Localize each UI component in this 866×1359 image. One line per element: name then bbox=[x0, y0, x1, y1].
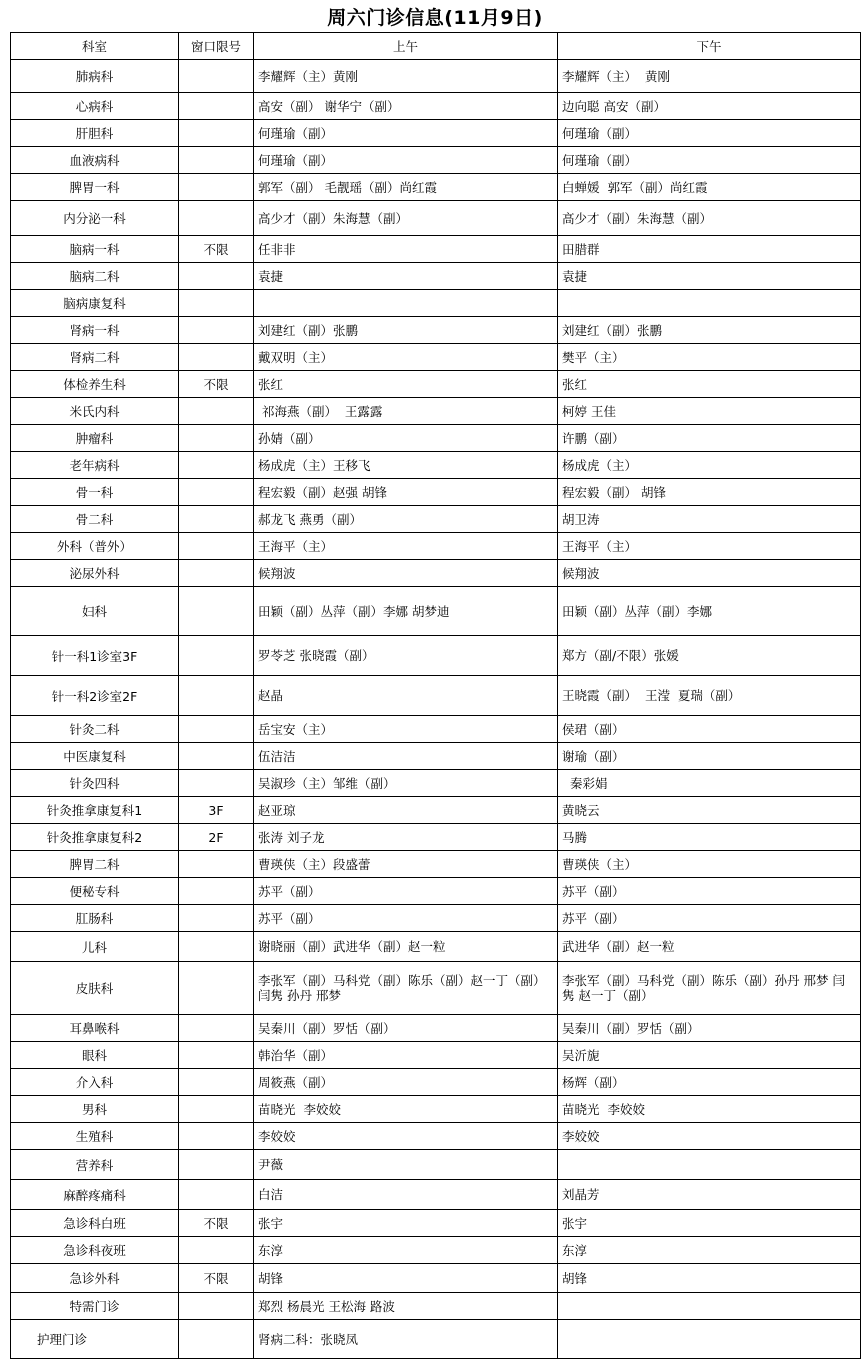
table-row bbox=[11, 1069, 861, 1096]
afternoon-cell: 李耀辉（主） 黄刚 bbox=[558, 60, 861, 93]
table-row bbox=[11, 1042, 861, 1069]
afternoon-cell: 何瑾瑜（副） bbox=[558, 147, 861, 174]
afternoon-cell: 田颖（副）丛萍（副）李娜 bbox=[558, 587, 861, 636]
morning-cell: 苗晓光 李姣姣 bbox=[254, 1096, 558, 1123]
dept-cell: 脑病康复科 bbox=[11, 290, 179, 317]
morning-cell: 周筱燕（副） bbox=[254, 1069, 558, 1096]
table-row bbox=[11, 371, 861, 398]
morning-cell: 韩治华（副） bbox=[254, 1042, 558, 1069]
morning-cell: 田颖（副）丛萍（副）李娜 胡梦迪 bbox=[254, 587, 558, 636]
dept-cell: 肛肠科 bbox=[11, 905, 179, 932]
morning-cell: 苏平（副） bbox=[254, 905, 558, 932]
dept-cell: 肾病一科 bbox=[11, 317, 179, 344]
afternoon-cell: 谢瑜（副） bbox=[558, 743, 861, 770]
schedule-body bbox=[11, 60, 861, 1359]
afternoon-cell: 程宏毅（副） 胡锋 bbox=[558, 479, 861, 506]
table-row bbox=[11, 533, 861, 560]
morning-cell: 吴淑珍（主）邹维（副） bbox=[254, 770, 558, 797]
dept-cell: 针灸推拿康复科2 bbox=[11, 824, 179, 851]
dept-cell: 米氏内科 bbox=[11, 398, 179, 425]
dept-cell: 脾胃二科 bbox=[11, 851, 179, 878]
afternoon-cell: 樊平（主） bbox=[558, 344, 861, 371]
afternoon-cell bbox=[558, 1320, 861, 1359]
table-row bbox=[11, 60, 861, 93]
dept-cell: 肾病二科 bbox=[11, 344, 179, 371]
window-limit-cell bbox=[179, 770, 254, 797]
window-limit-cell bbox=[179, 1180, 254, 1210]
table-row bbox=[11, 587, 861, 636]
window-limit-cell bbox=[179, 676, 254, 716]
morning-cell: 赵亚琼 bbox=[254, 797, 558, 824]
afternoon-cell: 李张军（副）马科党（副）陈乐（副）孙丹 邢梦 闫隽 赵一丁（副） bbox=[558, 962, 861, 1015]
afternoon-cell: 候翔波 bbox=[558, 560, 861, 587]
dept-cell: 外科（普外） bbox=[11, 533, 179, 560]
table-row bbox=[11, 398, 861, 425]
afternoon-cell: 张红 bbox=[558, 371, 861, 398]
morning-cell: 曹瑛侠（主）段盛蕾 bbox=[254, 851, 558, 878]
window-limit-cell bbox=[179, 962, 254, 1015]
dept-cell: 耳鼻喉科 bbox=[11, 1015, 179, 1042]
window-limit-cell bbox=[179, 560, 254, 587]
morning-cell: 张涛 刘子龙 bbox=[254, 824, 558, 851]
table-row bbox=[11, 1096, 861, 1123]
afternoon-cell bbox=[558, 1293, 861, 1320]
afternoon-cell: 白蝉媛 郭军（副）尚红霞 bbox=[558, 174, 861, 201]
afternoon-cell: 胡锋 bbox=[558, 1264, 861, 1293]
window-limit-cell bbox=[179, 60, 254, 93]
dept-cell: 肺病科 bbox=[11, 60, 179, 93]
table-row bbox=[11, 962, 861, 1015]
afternoon-cell: 何瑾瑜（副） bbox=[558, 120, 861, 147]
morning-cell: 袁捷 bbox=[254, 263, 558, 290]
table-row bbox=[11, 479, 861, 506]
afternoon-cell: 东淳 bbox=[558, 1237, 861, 1264]
header-pm: 下午 bbox=[558, 33, 861, 60]
table-row bbox=[11, 878, 861, 905]
window-limit-cell bbox=[179, 533, 254, 560]
table-row bbox=[11, 1180, 861, 1210]
afternoon-cell bbox=[558, 1150, 861, 1180]
dept-cell: 脾胃一科 bbox=[11, 174, 179, 201]
dept-cell: 眼科 bbox=[11, 1042, 179, 1069]
table-row bbox=[11, 93, 861, 120]
window-limit-cell bbox=[179, 479, 254, 506]
dept-cell: 针灸二科 bbox=[11, 716, 179, 743]
table-row bbox=[11, 770, 861, 797]
afternoon-cell: 柯婷 王佳 bbox=[558, 398, 861, 425]
afternoon-cell: 胡卫涛 bbox=[558, 506, 861, 533]
table-row bbox=[11, 1264, 861, 1293]
dept-cell: 生殖科 bbox=[11, 1123, 179, 1150]
window-limit-cell bbox=[179, 506, 254, 533]
dept-cell: 特需门诊 bbox=[11, 1293, 179, 1320]
morning-cell: 高安（副） 谢华宁（副） bbox=[254, 93, 558, 120]
morning-cell: 胡锋 bbox=[254, 1264, 558, 1293]
afternoon-cell: 马腾 bbox=[558, 824, 861, 851]
morning-cell: 尹薇 bbox=[254, 1150, 558, 1180]
window-limit-cell bbox=[179, 1015, 254, 1042]
window-limit-cell bbox=[179, 147, 254, 174]
window-limit-cell: 3F bbox=[179, 797, 254, 824]
dept-cell: 泌尿外科 bbox=[11, 560, 179, 587]
table-row bbox=[11, 290, 861, 317]
morning-cell: 王海平（主） bbox=[254, 533, 558, 560]
afternoon-cell: 苏平（副） bbox=[558, 878, 861, 905]
table-row bbox=[11, 1210, 861, 1237]
dept-cell: 心病科 bbox=[11, 93, 179, 120]
window-limit-cell bbox=[179, 290, 254, 317]
window-limit-cell bbox=[179, 344, 254, 371]
window-limit-cell: 不限 bbox=[179, 236, 254, 263]
table-row bbox=[11, 636, 861, 676]
afternoon-cell: 吴沂旎 bbox=[558, 1042, 861, 1069]
window-limit-cell: 不限 bbox=[179, 371, 254, 398]
dept-cell: 针一科2诊室2F bbox=[11, 676, 179, 716]
morning-cell: 李张军（副）马科党（副）陈乐（副）赵一丁（副）闫隽 孙丹 邢梦 bbox=[254, 962, 558, 1015]
afternoon-cell: 苏平（副） bbox=[558, 905, 861, 932]
table-row bbox=[11, 824, 861, 851]
afternoon-cell: 高少才（副）朱海慧（副） bbox=[558, 201, 861, 236]
afternoon-cell: 武进华（副）赵一粒 bbox=[558, 932, 861, 962]
afternoon-cell: 侯珺（副） bbox=[558, 716, 861, 743]
morning-cell: 张宇 bbox=[254, 1210, 558, 1237]
afternoon-cell: 刘晶芳 bbox=[558, 1180, 861, 1210]
morning-cell: 刘建红（副）张鹏 bbox=[254, 317, 558, 344]
dept-cell: 内分泌一科 bbox=[11, 201, 179, 236]
dept-cell: 老年病科 bbox=[11, 452, 179, 479]
morning-cell: 李姣姣 bbox=[254, 1123, 558, 1150]
table-row bbox=[11, 120, 861, 147]
window-limit-cell bbox=[179, 716, 254, 743]
afternoon-cell: 刘建红（副）张鹏 bbox=[558, 317, 861, 344]
morning-cell: 肾病二科：张晓凤 bbox=[254, 1320, 558, 1359]
window-limit-cell bbox=[179, 93, 254, 120]
afternoon-cell: 张宇 bbox=[558, 1210, 861, 1237]
window-limit-cell bbox=[179, 932, 254, 962]
window-limit-cell bbox=[179, 398, 254, 425]
window-limit-cell bbox=[179, 452, 254, 479]
afternoon-cell: 许鹏（副） bbox=[558, 425, 861, 452]
table-row bbox=[11, 452, 861, 479]
morning-cell: 张红 bbox=[254, 371, 558, 398]
table-row bbox=[11, 1237, 861, 1264]
morning-cell: 郑烈 杨晨光 王松海 路波 bbox=[254, 1293, 558, 1320]
table-row bbox=[11, 236, 861, 263]
window-limit-cell: 2F bbox=[179, 824, 254, 851]
morning-cell bbox=[254, 290, 558, 317]
window-limit-cell: 不限 bbox=[179, 1210, 254, 1237]
dept-cell: 便秘专科 bbox=[11, 878, 179, 905]
table-row bbox=[11, 1293, 861, 1320]
afternoon-cell: 杨辉（副） bbox=[558, 1069, 861, 1096]
afternoon-cell: 李姣姣 bbox=[558, 1123, 861, 1150]
table-row bbox=[11, 174, 861, 201]
table-row bbox=[11, 425, 861, 452]
dept-cell: 急诊科夜班 bbox=[11, 1237, 179, 1264]
dept-cell: 儿科 bbox=[11, 932, 179, 962]
afternoon-cell: 郑方（副/不限）张媛 bbox=[558, 636, 861, 676]
page-title: 周六门诊信息(11月9日) bbox=[327, 7, 543, 29]
morning-cell: 祁海燕（副） 王露露 bbox=[254, 398, 558, 425]
window-limit-cell bbox=[179, 905, 254, 932]
window-limit-cell bbox=[179, 174, 254, 201]
header-dept: 科室 bbox=[11, 33, 179, 60]
morning-cell: 苏平（副） bbox=[254, 878, 558, 905]
window-limit-cell bbox=[179, 1150, 254, 1180]
morning-cell: 郝龙飞 燕勇（副） bbox=[254, 506, 558, 533]
window-limit-cell bbox=[179, 1123, 254, 1150]
dept-cell: 男科 bbox=[11, 1096, 179, 1123]
dept-cell: 皮肤科 bbox=[11, 962, 179, 1015]
dept-cell: 体检养生科 bbox=[11, 371, 179, 398]
window-limit-cell bbox=[179, 1096, 254, 1123]
afternoon-cell: 王海平（主） bbox=[558, 533, 861, 560]
clinic-schedule-table bbox=[10, 32, 861, 1359]
window-limit-cell bbox=[179, 587, 254, 636]
window-limit-cell bbox=[179, 878, 254, 905]
window-limit-cell bbox=[179, 1293, 254, 1320]
dept-cell: 脑病一科 bbox=[11, 236, 179, 263]
afternoon-cell: 吴秦川（副）罗恬（副） bbox=[558, 1015, 861, 1042]
dept-cell: 妇科 bbox=[11, 587, 179, 636]
dept-cell: 肿瘤科 bbox=[11, 425, 179, 452]
window-limit-cell bbox=[179, 636, 254, 676]
dept-cell: 营养科 bbox=[11, 1150, 179, 1180]
header-window: 窗口限号 bbox=[179, 33, 254, 60]
afternoon-cell: 王晓霞（副） 王滢 夏瑞（副） bbox=[558, 676, 861, 716]
morning-cell: 杨成虎（主）王移飞 bbox=[254, 452, 558, 479]
dept-cell: 骨一科 bbox=[11, 479, 179, 506]
afternoon-cell bbox=[558, 290, 861, 317]
table-row bbox=[11, 1150, 861, 1180]
window-limit-cell bbox=[179, 743, 254, 770]
dept-cell: 肝胆科 bbox=[11, 120, 179, 147]
morning-cell: 吴秦川（副）罗恬（副） bbox=[254, 1015, 558, 1042]
table-row bbox=[11, 1320, 861, 1359]
window-limit-cell bbox=[179, 851, 254, 878]
morning-cell: 东淳 bbox=[254, 1237, 558, 1264]
table-row bbox=[11, 932, 861, 962]
dept-cell: 急诊科白班 bbox=[11, 1210, 179, 1237]
table-row bbox=[11, 797, 861, 824]
window-limit-cell bbox=[179, 317, 254, 344]
dept-cell: 骨二科 bbox=[11, 506, 179, 533]
afternoon-cell: 袁捷 bbox=[558, 263, 861, 290]
afternoon-cell: 黄晓云 bbox=[558, 797, 861, 824]
afternoon-cell: 曹瑛侠（主） bbox=[558, 851, 861, 878]
dept-cell: 急诊外科 bbox=[11, 1264, 179, 1293]
morning-cell: 谢晓丽（副）武进华（副）赵一粒 bbox=[254, 932, 558, 962]
morning-cell: 戴双明（主） bbox=[254, 344, 558, 371]
afternoon-cell: 秦彩娟 bbox=[558, 770, 861, 797]
table-row bbox=[11, 1123, 861, 1150]
dept-cell: 针灸四科 bbox=[11, 770, 179, 797]
morning-cell: 何瑾瑜（副） bbox=[254, 147, 558, 174]
table-row bbox=[11, 905, 861, 932]
dept-cell: 介入科 bbox=[11, 1069, 179, 1096]
window-limit-cell bbox=[179, 425, 254, 452]
morning-cell: 白洁 bbox=[254, 1180, 558, 1210]
dept-cell: 脑病二科 bbox=[11, 263, 179, 290]
window-limit-cell bbox=[179, 201, 254, 236]
table-row bbox=[11, 344, 861, 371]
afternoon-cell: 杨成虎（主） bbox=[558, 452, 861, 479]
dept-cell: 中医康复科 bbox=[11, 743, 179, 770]
morning-cell: 伍洁洁 bbox=[254, 743, 558, 770]
afternoon-cell: 田腊群 bbox=[558, 236, 861, 263]
window-limit-cell bbox=[179, 1320, 254, 1359]
window-limit-cell bbox=[179, 1042, 254, 1069]
dept-cell: 针一科1诊室3F bbox=[11, 636, 179, 676]
afternoon-cell: 苗晓光 李姣姣 bbox=[558, 1096, 861, 1123]
header-row bbox=[11, 33, 861, 60]
window-limit-cell bbox=[179, 120, 254, 147]
morning-cell: 岳宝安（主） bbox=[254, 716, 558, 743]
dept-cell: 麻醉疼痛科 bbox=[11, 1180, 179, 1210]
table-row bbox=[11, 201, 861, 236]
morning-cell: 任非非 bbox=[254, 236, 558, 263]
dept-cell: 针灸推拿康复科1 bbox=[11, 797, 179, 824]
table-row bbox=[11, 676, 861, 716]
table-row bbox=[11, 263, 861, 290]
table-row bbox=[11, 506, 861, 533]
window-limit-cell bbox=[179, 263, 254, 290]
window-limit-cell: 不限 bbox=[179, 1264, 254, 1293]
morning-cell: 何瑾瑜（副） bbox=[254, 120, 558, 147]
table-row bbox=[11, 851, 861, 878]
window-limit-cell bbox=[179, 1237, 254, 1264]
table-row bbox=[11, 743, 861, 770]
table-row bbox=[11, 1015, 861, 1042]
dept-cell: 血液病科 bbox=[11, 147, 179, 174]
morning-cell: 程宏毅（副）赵强 胡锋 bbox=[254, 479, 558, 506]
table-row bbox=[11, 147, 861, 174]
table-row bbox=[11, 560, 861, 587]
morning-cell: 罗苓芝 张晓霞（副） bbox=[254, 636, 558, 676]
morning-cell: 候翔波 bbox=[254, 560, 558, 587]
morning-cell: 赵晶 bbox=[254, 676, 558, 716]
morning-cell: 高少才（副）朱海慧（副） bbox=[254, 201, 558, 236]
table-row bbox=[11, 716, 861, 743]
afternoon-cell: 边向聪 高安（副） bbox=[558, 93, 861, 120]
table-row bbox=[11, 317, 861, 344]
morning-cell: 李耀辉（主）黄刚 bbox=[254, 60, 558, 93]
morning-cell: 郭军（副） 毛靓瑶（副）尚红霞 bbox=[254, 174, 558, 201]
window-limit-cell bbox=[179, 1069, 254, 1096]
header-am: 上午 bbox=[254, 33, 558, 60]
dept-cell: 护理门诊 bbox=[11, 1320, 179, 1359]
morning-cell: 孙婧（副） bbox=[254, 425, 558, 452]
